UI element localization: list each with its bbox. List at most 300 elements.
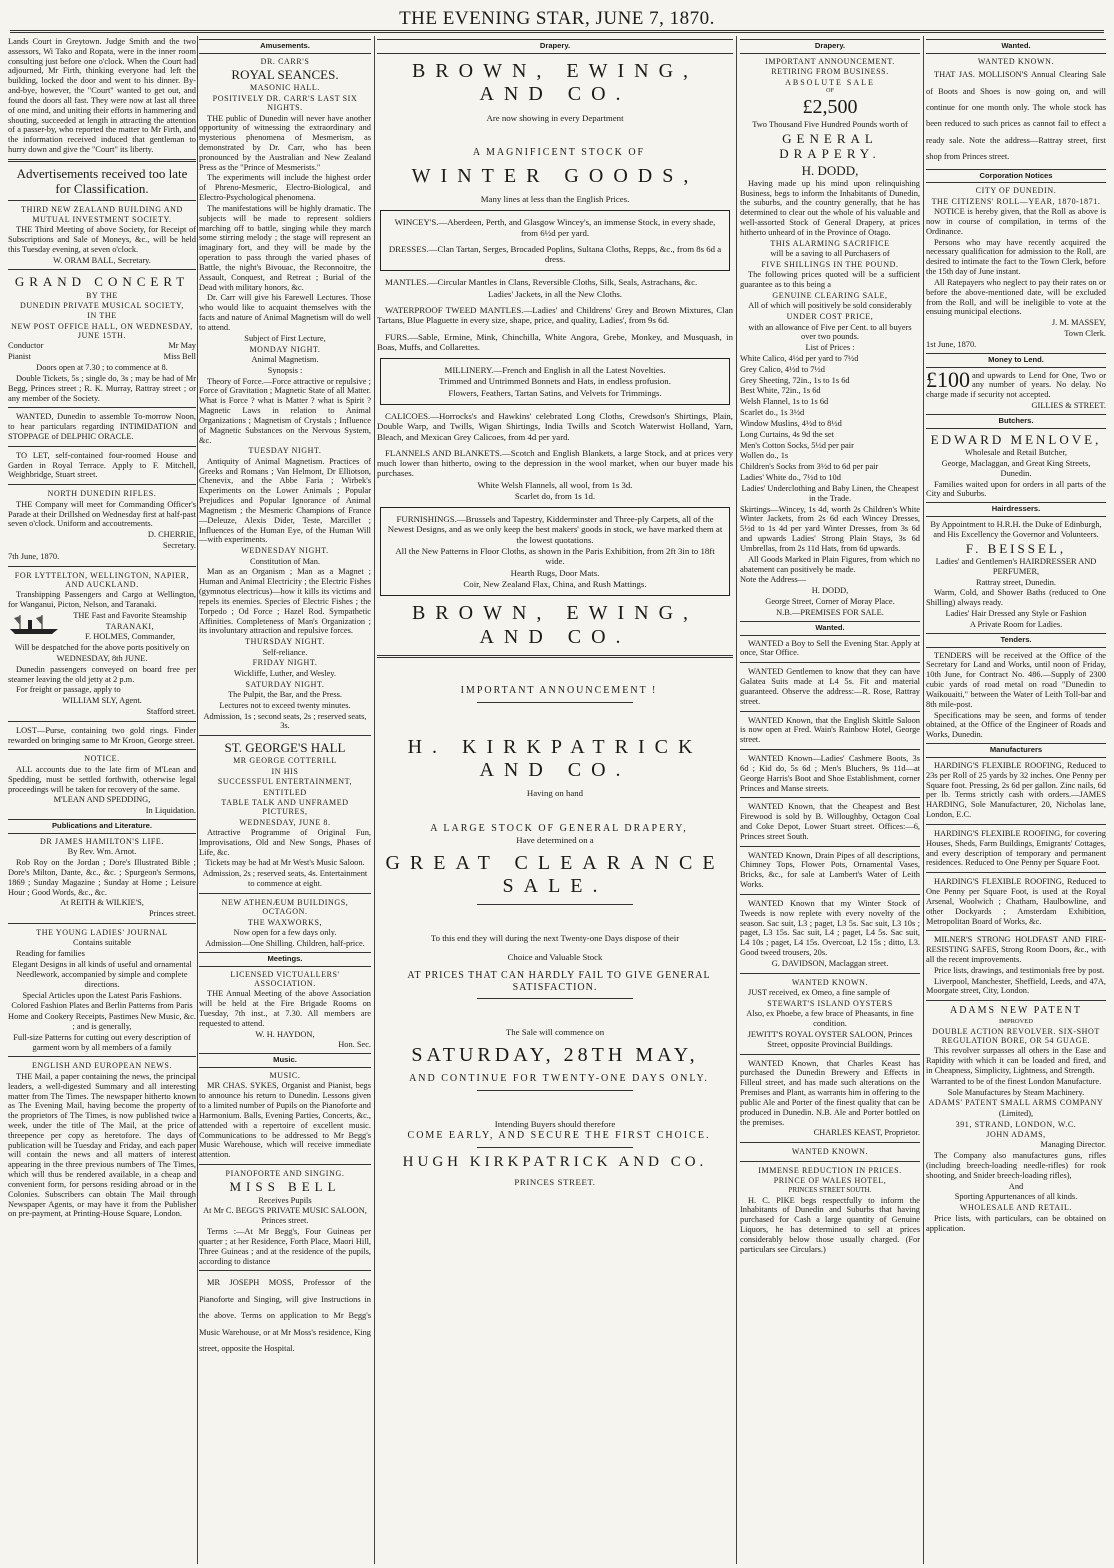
cotterill-in-his: IN HIS [271, 766, 299, 776]
carr-paragraph: The experiments will include the highest order of Phreno-Mesmeric, Electro-Biological, and Electro-Psychological phenomena. [199, 173, 371, 203]
rifles-title: NORTH DUNEDIN RIFLES. [47, 489, 157, 499]
ladies-journal-item: Reading for families [16, 949, 85, 959]
menlove-address: George, Maclaggan, and Great King Streets, Dunedin. [941, 458, 1091, 478]
beissel-room: A Private Room for Ladies. [969, 619, 1063, 629]
saturday-night: SATURDAY NIGHT. [245, 679, 325, 689]
pianist-line [8, 352, 196, 362]
divider [477, 904, 634, 905]
divider [477, 1090, 634, 1091]
under-cost: UNDER COST PRICE, [786, 312, 874, 322]
price-item: Long Curtains, 4s 9d the set [740, 429, 834, 439]
music-title: MUSIC. [269, 1071, 301, 1081]
pianist-label: Pianist [8, 352, 31, 362]
to-let-ad: TO LET, self-contained four-roomed House and Garden in Royal Terrace. Apply to F. Mitchell, Weighbridge, Stuart street. [8, 450, 196, 480]
cotterill-programme: Attractive Programme of Original Fun, Improvisations, Old and New Songs, Phases of Life, &c. [199, 827, 371, 857]
warranted: Warranted to be of the finest London Manufacture. [930, 1076, 1102, 1086]
hamilton-author: By Rev. Wm. Arnot. [67, 847, 137, 857]
divider [740, 1142, 920, 1143]
price-item: Scarlet do., 1s 3½d [740, 408, 805, 418]
wanted-ad: WANTED Known—Ladies' Cashmere Boots, 3s 6d ; Kid do, 5s 6d ; Men's Bluchers, 9s 11d—at George Harris's Boot and Shoe Establishment, corner Princes and Manse streets. [740, 754, 920, 793]
divider [8, 159, 196, 162]
carr-title: ROYAL SEANCES. [231, 67, 339, 83]
notice-signature: M'LEAN AND SPEDDING, [53, 795, 151, 805]
note-address: Note the Address— [740, 575, 807, 585]
marked-figures: All Goods Marked in Plain Figures, from which no abatement can positively be made. [740, 554, 920, 574]
section-heading-meetings: Meetings. [199, 952, 371, 967]
revolver-body: This revolver surpasses all others in the Ease and Rapidity with which it can be loaded and fired, and in Cheapness, Simplicity, Lightness, and Strength. [926, 1046, 1106, 1075]
pike-ad: H. C. PIKE begs respectfully to inform the Inhabitants of Dunedin and Suburbs that having purchased for Cash a large quantity of Genuine Liquors, he has determined to sell at prices considerably below those usually charged. (For particulars see Circulars.) [740, 1195, 920, 1254]
divider [740, 973, 920, 974]
divider [477, 998, 634, 999]
all-of-which: All of which will positively be sold considerably [748, 301, 912, 311]
brown-ewing-footer: BROWN, EWING, AND CO. [411, 602, 699, 648]
sale-amount: £2,500 [802, 95, 858, 118]
retiring-line: RETIRING FROM BUSINESS. [771, 67, 889, 77]
wanted-ad: WANTED Known, Drain Pipes of all descriptions, Chimney Tops, Flower Pots, Ornamental Vases, Bricks, &c., for sale at Lambert's Water of Leith Works. [740, 850, 920, 890]
appointment: By Appointment to H.R.H. the Duke of Edinburgh, and His Excellency the Governor and Volunteers. [930, 520, 1102, 539]
divider [199, 1164, 371, 1165]
menlove-sub: Wholesale and Retail Butcher, [965, 448, 1067, 458]
divider [740, 711, 920, 712]
allowance: with an allowance of Five per Cent. to all buyers over two pounds. [748, 322, 912, 342]
licensed-signature: W. H. HAYDON, [255, 1029, 315, 1039]
divider [740, 1054, 920, 1055]
furnishings-line: Coir, New Zealand Flax, China, and Rush Mattings. [463, 578, 647, 589]
divider [8, 923, 196, 924]
wanted-oracle: WANTED, Dunedin to assemble To-morrow Noon, to hear particulars regarding INTIMIDATION and STOPPAGE of DELPHIC ORACLE. [8, 412, 196, 441]
conductor-label: Conductor [8, 341, 44, 351]
price-item: Skirtings—Wincey, 1s 4d, worth 2s Children's White Winter Jackets, from 2s 6d each Wincey Dresses, 5½d to 1s 4d per yard Winter Dresses, from 3s 6d and upwards Ladies' Strong Plain Stays, 3s 6d Umbrellas, from 2s 11d Hats, from 6d upwards. [740, 504, 920, 553]
column-2 [199, 36, 371, 1562]
guns-line: The Company also manufactures guns, rifles (including breech-loading needle-rifles) for rook shooting, and Snider breech-loading rifles), [926, 1151, 1106, 1180]
flannels-item: FLANNELS AND BLANKETS.—Scotch and English Blankets, a large Stock, and at prices very much lower than hitherto, owing to the depression in the wool market, when our buyer made his purchases. [377, 447, 733, 479]
thursday-night: THURSDAY NIGHT. [245, 637, 325, 647]
saturday-subject: The Pulpit, the Bar, and the Press. [228, 689, 342, 699]
wanted-known-title: WANTED KNOWN. [791, 977, 869, 987]
divider [199, 893, 371, 894]
price-item: Best White, 72in., 1s 6d [740, 386, 821, 396]
concert-by: BY THE [86, 290, 118, 300]
winceys-item: WINCEY'S.—Aberdeen, Perth, and Glasgow Wincey's, an immense Stock, in every shade, from 6½d per yard. [394, 217, 716, 238]
bell-sub: Receives Pupils [258, 1195, 312, 1205]
divider [926, 824, 1106, 825]
adams-limited: (Limited), [998, 1108, 1034, 1118]
continue-line: AND CONTINUE FOR TWENTY-ONE DAYS ONLY. [409, 1073, 709, 1085]
friday-subject: Wickliffe, Luther, and Wesley. [234, 668, 336, 678]
column-divider [374, 36, 375, 1564]
monday-subject: Animal Magnetism. [251, 354, 319, 364]
newspaper-title: THE EVENING STAR, JUNE 7, 1870. [399, 8, 715, 29]
managing-director: Managing Director. [1040, 1140, 1106, 1150]
divider [740, 749, 920, 750]
notice-title: NOTICE. [84, 754, 120, 764]
furnishings-item: FURNISHINGS.—Brussels and Tapestry, Kidderminster and Three-ply Carpets, all of the Newest Designs, and as we only keep the best makers' goods in stock, we have marked them at the lowest quotations. [387, 514, 723, 545]
divider [377, 655, 733, 658]
ship-apply: For freight or passage, apply to [16, 685, 121, 695]
licensed-title: LICENSED VICTUALLERS' ASSOCIATION. [230, 969, 340, 988]
money-body: and upwards to Lend for One, Two or any number of years. No delay. No charge made if security not accepted. [926, 370, 1106, 400]
winter-goods: WINTER GOODS, [411, 164, 699, 187]
section-heading-money: Money to Lend. [926, 353, 1106, 368]
section-heading-butchers: Butchers. [926, 414, 1106, 429]
wholesale-retail: WHOLESALE AND RETAIL. [959, 1203, 1073, 1213]
carr-last-nights: POSITIVELY DR. CARR'S LAST SIX NIGHTS. [212, 93, 358, 113]
millinery-box [380, 358, 730, 405]
hamilton-seller: At REITH & WILKIE'S, [60, 898, 144, 908]
conductor-name: Mr May [168, 341, 196, 351]
adams-title: ADAMS NEW PATENT [949, 1005, 1082, 1017]
citizens-roll: THE CITIZENS' ROLL—YEAR, 1870-1871. [931, 196, 1101, 206]
wanted-ad: WANTED Gentlemen to know that they can have Galatea Suits made at L4 5s. Fit and material guaranteed. Observe the address:—R. Rose, Rattray street. [740, 667, 920, 706]
ladies-journal-title: THE YOUNG LADIES' JOURNAL [36, 928, 168, 938]
calicoes-item: CALICOES.—Horrocks's and Hawkins' celebrated Long Cloths, Crewdson's Shirtings, Plain, Double Warp, and Twills, Wigan Shirtings, India Twills and Scotch Waterwist Holland, Yarn, Bleach, and Mexican Grey Calicoes, from 4d per yard. [377, 410, 733, 442]
milner-ad: MILNER'S STRONG HOLDFAST AND FIRE-RESISTING SAFES, Strong Room Doors, &c., with all the recent improvements. [926, 935, 1106, 964]
cotterill-entitled: ENTITLED [263, 787, 307, 797]
showing-line: Are now showing in every Department [486, 112, 624, 123]
john-adams: JOHN ADAMS, [986, 1129, 1046, 1139]
divider [8, 721, 196, 722]
milner-line: Liverpool, Manchester, Sheffield, Leeds, and 47A, Moorgate street, City, London. [926, 976, 1106, 996]
intending-buyers: Intending Buyers should therefore [494, 1118, 616, 1129]
licensed-body: THE Annual Meeting of the above Association will be held at the Fire Brigade Rooms on Tuesday, 7th inst., at 7.30. All members are requested to attend. [199, 989, 371, 1028]
bell-name: MISS BELL [229, 1179, 341, 1195]
mantles-item: MANTLES.—Circular Mantles in Clans, Reversible Cloths, Silk, Seals, Astrachans, &c. [385, 277, 698, 288]
carr-paragraph: The manifestations will be highly dramatic. The subjects will be made to represent soldiers marching off to battle, singing while they march some stirring melody ; the stage will represent an imaginary fort, and they will be made by the operation to pass through the varied phases of Battle, the night's Bivouac, the Reconnoitre, the Assault, Conquest, and Retreat ; Burial of the Dead with military honors, &c. [199, 203, 371, 292]
price-item: Grey Calico, 4½d to 7½d [740, 364, 825, 374]
carr-admission: Admission, 1s ; second seats, 2s ; reserved seats, 3s. [203, 711, 367, 731]
determined-line: Have determined on a [516, 835, 594, 846]
ship-body: THE Fast and Favorite Steamship [73, 611, 187, 621]
beissel-hair: Ladies' Hair Dressed any Style or Fashion [945, 609, 1087, 619]
divider [8, 269, 196, 270]
great-clearance-sale: GREAT CLEARANCE SALE. [385, 851, 725, 898]
lectures-note: Lectures not to exceed twenty minutes. [219, 700, 351, 710]
ladies-journal-item: Colored Fashion Plates and Berlin Patterns from Paris [11, 1001, 193, 1011]
hamilton-address: Princes street. [149, 909, 196, 919]
tenders-body: TENDERS will be received at the Office of the Secretary for Land and Works, until noon of Friday, 10th June, for Contract No. 486.—Supply of 2300 cubic yards of road metal on road "Dunedin to Waikouaiti," between the Water of Leith Toll-bar and 8th mile-post. [926, 650, 1106, 709]
cotterill-tickets: Tickets may be had at Mr West's Music Saloon. [205, 858, 365, 868]
wanted-ad: WANTED a Boy to Sell the Evening Star. Apply at once, Star Office. [740, 638, 920, 658]
carr-venue: MASONIC HALL. [249, 83, 321, 93]
absolute-sale: ABSOLUTE SALE [785, 77, 875, 87]
divider [926, 1000, 1106, 1001]
divider [8, 566, 196, 567]
news-title: ENGLISH AND EUROPEAN NEWS. [31, 1061, 173, 1071]
section-heading-corporation: Corporation Notices [926, 169, 1106, 184]
table-talk-title: TABLE TALK AND UNFRAMED PICTURES, [221, 797, 349, 817]
sporting-line: Sporting Appurtenances of all kinds. [954, 1192, 1078, 1202]
friday-night: FRIDAY NIGHT. [252, 658, 318, 668]
sykes-body: MR CHAS. SYKES, Organist and Pianist, begs to announce his return to Dunedin. Lessons given to a limited number of Pupils on the Pianoforte and Harmonium. Balls, Evening Parties, Concerts, &c., attended with a repertoire of excellent music. Communications to be addressed to Mr Begg's Music Warehouse, which will receive immediate attention. [199, 1081, 371, 1160]
divider [199, 1270, 371, 1271]
wednesday-subject: Constitution of Man. [249, 556, 321, 566]
column-divider [923, 36, 924, 1564]
bell-body: At Mr C. BEGG'S PRIVATE MUSIC SALOON, Princes street. [203, 1206, 367, 1226]
section-heading-wanted: Wanted. [740, 621, 920, 636]
important-announcement: IMPORTANT ANNOUNCEMENT. [765, 56, 895, 66]
column-5 [926, 36, 1106, 1562]
divider [926, 930, 1106, 931]
improved-label: IMPROVED [999, 1017, 1033, 1025]
tuesday-night: TUESDAY NIGHT. [248, 446, 322, 456]
licensed-role: Hon. Sec. [338, 1040, 371, 1050]
lost-purse-ad: LOST—Purse, containing two gold rings. Finder rewarded on bringing same to Mr Kroon, George street. [8, 725, 196, 745]
waxworks-sub: Now open for a few days only. [233, 927, 337, 937]
society-title: THIRD NEW ZEALAND BUILDING AND MUTUAL INVESTMENT SOCIETY. [21, 205, 183, 224]
column-divider [736, 36, 737, 1564]
and-label: And [1008, 1181, 1024, 1191]
harding-ad: HARDING'S FLEXIBLE ROOFING, Reduced to 23s per Roll of 25 yards by 32 inches. One Penny per Square foot. Pressing, 2s 6d per gallon. Zinc nails, 6d per lb. Terms strictly cash with orders.—JAMES HARDING, Sole Manufacturer, 20, Nicholas lane, London, E.C. [926, 760, 1106, 820]
ship-despatch: Will be despatched for the above ports positively on [14, 643, 190, 653]
ladies-journal-item: Elegant Designs in all kinds of useful and ornamental Needlework, accompanied by simple and complete directions. [12, 960, 192, 989]
concert-title: GRAND CONCERT [14, 274, 190, 290]
ladies-journal-item: Special Articles upon the Latest Paris Fashions. [22, 990, 182, 1000]
divider [740, 1161, 920, 1162]
amount-words: Two Thousand Five Hundred Pounds worth of [752, 120, 908, 130]
genuine-clearing: GENUINE CLEARING SALE, [772, 290, 888, 300]
city-of-dunedin: CITY OF DUNEDIN. [975, 186, 1057, 196]
masthead [0, 0, 1114, 34]
sale-commence: The Sale will commence on [505, 1027, 605, 1038]
large-stock: A LARGE STOCK OF GENERAL DRAPERY, [430, 822, 688, 834]
divider [477, 702, 634, 703]
price-item: Ladies' White do., 7½d to 10d [740, 473, 841, 483]
notice-status: In Liquidation. [145, 806, 196, 816]
list-of-prices: List of Prices : [805, 343, 855, 353]
beissel-address: Rattray street, Dunedin. [975, 577, 1056, 587]
hugh-kirkpatrick: HUGH KIRKPATRICK AND CO. [402, 1153, 708, 1170]
divider [740, 846, 920, 847]
ship-date: WEDNESDAY, 8th JUNE. [56, 653, 148, 663]
furnishings-line: Hearth Rugs, Door Mats. [510, 567, 600, 578]
late-classification-heading: Advertisements received too late for Classification. [16, 165, 188, 197]
keast-signature: CHARLES KEAST, Proprietor. [813, 1128, 920, 1138]
kirkpatrick-title: H. KIRKPATRICK AND CO. [407, 735, 703, 782]
cotterill-date: WEDNESDAY, JUNE 8. [239, 817, 331, 827]
court-paragraph: Lands Court in Greytown. Judge Smith and the two assessors, Wi Tako and Ropata, were in the inner room consulting just before one o'clock. When the Court had adjourned, Mr Firth, thinking everyone had left the building, locked the door and went to his dinner. By-and-bye, however, the "Court" wanted to get out, and found the doors all fast. They were now at last all three of one mind, and uniting their efforts in hammering and shouting, succeeded at length in attracting the attention of a passer-by, who reported the matter to Mr Firth, and the information received induced that gentleman to hurry down and give the "Court" its liberty. [8, 37, 196, 155]
wanted-known-body: JUST received, ex Omeo, a fine sample of [748, 988, 890, 998]
monday-night: MONDAY NIGHT. [249, 344, 321, 354]
carr-name: DR. CARR'S [260, 56, 310, 66]
price-item: Men's Cotton Socks, 5½d per pair [740, 440, 854, 450]
choice-stock: Choice and Valuable Stock [507, 951, 603, 962]
menlove-name: EDWARD MENLOVE, [930, 431, 1102, 447]
milner-line: Price lists, drawings, and testimonials free by post. [934, 965, 1105, 975]
section-heading-manufacturers: Manufacturers [926, 743, 1106, 758]
saving-line: will be a saving to all Purchasers of [770, 249, 890, 259]
section-heading-drapery: Drapery. [377, 39, 733, 54]
dodd-address: George Street, Corner of Moray Place. [765, 597, 895, 607]
dresses-item: DRESSES.—Clan Tartan, Serges, Brocaded Poplins, Sultana Cloths, Repps, &c., from 8s 6d a dress. [388, 243, 722, 265]
waxworks-admission: Admission—One Shilling. Children, half-price. [205, 938, 365, 948]
oysters-line: Also, ex Phoebe, a few brace of Pheasants, in fine condition. [746, 1009, 914, 1029]
adams-address: 391, STRAND, LONDON, W.C. [955, 1119, 1077, 1129]
harding-ad: HARDING'S FLEXIBLE ROOFING, for covering Houses, Sheds, Farm Buildings, Emigrants' Cottages, and every description of temporary and permanent residences. Reduced to One Penny per Square Foot. [926, 828, 1106, 868]
monday-body: Theory of Force.—Force attractive or repulsive ; Force of Gravitation ; Magnetic State of all Matter. What is Force ? what is Matter ? what is Spirit ? Magnetic Laws in relation to Animal Organizations ; Magnetism of Crystals ; Influence of Magnetic Substances on the Nervous System, &c. [199, 376, 371, 445]
important-announcement: IMPORTANT ANNOUNCEMENT ! [460, 684, 658, 696]
flannels-line: Scarlet do, from 1s 1d. [514, 490, 596, 501]
concert-society: DUNEDIN PRIVATE MUSICAL SOCIETY, [20, 300, 184, 310]
oysters-title: STEWART'S ISLAND OYSTERS [767, 998, 893, 1008]
divider [8, 446, 196, 447]
price-item: White Calico, 4½d per yard to 7½d [740, 354, 859, 363]
society-signature: W. ORAM BALL, Secretary. [53, 255, 151, 265]
section-heading-amusements: Amusements. [199, 39, 371, 54]
magnificent-stock: A MAGNIFICENT STOCK OF [472, 146, 646, 158]
divider [8, 484, 196, 485]
st-georges-title: ST. GEORGE'S HALL [224, 740, 346, 756]
massey-role: Town Clerk. [1064, 329, 1106, 339]
dodd-name-2: H. DODD, [811, 586, 849, 596]
mantles-jackets: Ladies' Jackets, in all the New Cloths. [488, 288, 622, 299]
dodd-body: Having made up his mind upon relinquishing Business, begs to inform the Inhabitants of Dunedin, the suburbs, and the country generally, that he has determined to clear out the whole of his valuable and well-assorted Stock of General Drapery, at prices hitherto unheard of in the Province of Otago. [740, 178, 920, 237]
synopsis-label: Synopsis : [267, 365, 303, 375]
price-lists: Price lists, with particulars, can be obtained on application. [926, 1213, 1106, 1233]
masthead-rule [10, 30, 1104, 33]
column-3 [377, 36, 733, 1562]
sale-date: SATURDAY, 28TH MAY, [411, 1043, 699, 1066]
price-item: Children's Socks from 3½d to 6d per pair [740, 462, 879, 472]
wanted-ad: WANTED Known that my Winter Stock of Tweeds is now replete with every novelty of the season. Sac suit, L3 ; paget, L3 5s. Sac suit, L3 10s ; paget, L3 15s. Sac suit, L4 ; paget, L4 5s. Sac suit, L4 10s ; paget, L4 15s. Overcoat, L2 15s ; ditto, L3. Good tweed trousers, 20s. [740, 898, 920, 958]
harding-ad: HARDING'S FLEXIBLE ROOFING, Reduced to One Penny per Square Foot, is used at the Royal Arsenal, Woolwich ; Chatham, Haulbowline, and other Dockyards ; Amsterdam Exhibition, Metropolitan Board of Works, &c. [926, 877, 1106, 926]
section-heading-drapery: Drapery. [740, 39, 920, 54]
divider [199, 735, 371, 736]
moss-body: MR JOSEPH MOSS, Professor of the Pianoforte and Singing, will give Instructions in the above. Terms on application to Mr Begg's Music Warehouse, or at Mr Moss's residence, King street, opposite the Hospital. [199, 1278, 371, 1353]
notice-body: ALL accounts due to the late firm of M'Lean and Spedding, must be settled forthwith, otherwise legal proceedings will be taken for recovery of the same. [8, 764, 196, 794]
wanted-ad: WANTED Known, that the English Skittle Saloon is now open at Fred. Wain's Rainbow Hotel, George street. [740, 715, 920, 745]
beissel-sub: Ladies' and Gentlemen's HAIRDRESSER AND PERFUMER, [935, 556, 1097, 576]
price-item: Grey Sheeting, 72in., 1s to 1s 6d [740, 375, 850, 385]
ship-agent-address: Stafford street. [146, 707, 196, 716]
ladies-journal-item: Home and Cookery Receipts, Pastimes New Music, &c. ; and is generally, [8, 1012, 196, 1031]
millinery-line: Flowers, Feathers, Tartan Satins, and Velvets for Trimmings. [448, 387, 662, 398]
menlove-families: Families waited upon for orders in all parts of the City and Suburbs. [926, 479, 1106, 499]
rifles-signature: D. CHERRIE, [147, 530, 196, 540]
waxworks-title: THE WAXWORKS, [247, 917, 323, 927]
ship-master: F. HOLMES, Commander, [85, 632, 175, 642]
section-heading-publications: Publications and Literature. [8, 819, 196, 834]
wanted-known-title: WANTED KNOWN. [977, 56, 1055, 66]
many-lines: Many lines at less than the English Prices. [480, 194, 630, 205]
millinery-line: Trimmed and Untrimmed Bonnets and Hats, in endless profusion. [439, 376, 671, 387]
bell-terms: Terms :—At Mr Begg's, Four Guineas per quarter ; at her Residence, Forth Place, Maori Hill, Three Guineas ; and at the residence of the pupils, according to distance [199, 1227, 371, 1266]
roll-notice: Persons who may have recently acquired the necessary qualification for admission to the Roll, are desired to intimate the fact to the Town Clerk, before the 15th day of June instant. [926, 237, 1106, 277]
tuesday-body: Antiquity of Animal Magnetism. Practices of Greeks and Romans ; Van Helmont, Dr Elliotson, Chenevix, and the Abbe Faria ; Wirbek's Experiments on the Lower Animals ; Popular Prejudices and Popular Ignorance of Animal Magnetism ; the Mesmeric Champions of France—Deleuze, Alexis Dider, Teste, Marcillet ; Influences of the Human Eye, of the Human Will—with experiments. [199, 456, 371, 545]
brown-ewing-title: BROWN, EWING, AND CO. [411, 59, 699, 106]
pianoforte-title: PIANOFORTE AND SINGING. [225, 1169, 345, 1179]
steamship-icon [8, 613, 60, 635]
pianist-name: Miss Bell [163, 352, 196, 362]
waterproof-item: WATERPROOF TWEED MANTLES.—Ladies' and Childrens' Grey and Brown Mixtures, Clan Tartans, Blue Plaguette in every size, shape, price, and quality, Ladies', from 9s 6d. [377, 304, 733, 326]
ship-agent: WILLIAM SLY, Agent. [62, 696, 142, 706]
section-heading-wanted: Wanted. [926, 39, 1106, 54]
wednesday-body: Man as an Organism ; Man as a Magnet ; Human and Animal Electricity ; the Electric Fishes (gymnotus electricus)—how it kills its victims and repels its enemies. Species of Electric Fishes ; the Torpedo ; Od Force ; Hazel Rod. Sympathetic Affinities. Completeness of Man's Organization ; its involuntary attraction and repulsive forces. [199, 567, 371, 636]
column-1 [8, 36, 196, 1562]
millinery-item: MILLINERY.—French and English in all the Latest Novelties. [444, 365, 666, 376]
adams-company: ADAMS' PATENT SMALL ARMS COMPANY [928, 1098, 1104, 1108]
rifles-date: 7th June, 1870. [8, 551, 60, 561]
section-heading-music: Music. [199, 1053, 371, 1068]
divider [740, 797, 920, 798]
following-prices: The following prices quoted will be a sufficient guarantee as to this being a [740, 270, 920, 290]
beissel-name: F. BEISSEL, [965, 540, 1067, 556]
price-item: Window Muslins, 4½d to 8½d [740, 418, 842, 428]
immense-reduction: IMMENSE REDUCTION IN PRICES. [758, 1165, 902, 1175]
divider [8, 1056, 196, 1057]
news-body: THE Mail, a paper containing the news, the principal leaders, a well-digested Summary and all interesting matter from The Times. The newspaper hitherto known as The Evening Mail, having become the property of the proprietors of The Times, is now published twice a week, under the title of The Mail, at the price of threepence per copy as heretofore. The days of publication will be Tuesday and Friday, and each paper will contain the news and all matters of interest appearing in the three previous numbers of The Times, which will thus be rendered available, in a cheap and convenient form, for persons residing abroad or in the Colonies. Subscribers can obtain The Mail through Newspaper Agents, or may have it from the Publisher on pre-payment, at Printing-House Square, London. [8, 1071, 196, 1219]
section-heading-tenders: Tenders. [926, 633, 1106, 648]
massey-signature: J. M. MASSEY, [1051, 318, 1106, 328]
divider [8, 200, 196, 201]
alarming-sacrifice: THIS ALARMING SACRIFICE [770, 238, 890, 248]
conductor-line [8, 341, 196, 351]
thursday-subject: Self-reliance. [262, 647, 308, 657]
dodd-name: H. DODD, [801, 162, 859, 178]
column-4 [740, 36, 920, 1562]
wanted-known-title: WANTED KNOWN. [791, 1147, 869, 1157]
general-drapery: GENERAL DRAPERY. [779, 131, 881, 162]
column-divider [197, 36, 198, 1564]
ladies-journal-item: Full-size Patterns for cutting out every description of garment worn by all members of a family [13, 1032, 191, 1052]
cotterill-admission: Admission, 2s ; reserved seats, 4s. Entertainment to commence at eight. [202, 869, 368, 889]
cotterill-name: MR GEORGE COTTERILL [233, 756, 337, 766]
underclothing: Ladies' Underclothing and Baby Linen, the Cheapest in the Trade. [741, 483, 919, 503]
princes-street: PRINCES STREET. [514, 1177, 596, 1188]
rifles-body: THE Company will meet for Commanding Officer's Parade at their Drillshed on Wednesday first at half-past seven o'clock. Uniform and accoutrements. [8, 499, 196, 529]
furnishings-line: All the New Patterns in Floor Cloths, as shown in the Paris Exhibition, from 2ft 3in to 18ft wide. [395, 546, 715, 567]
jewitt-saloon: JEWITT'S ROYAL OYSTER SALOON, Princes Street, opposite Provincial Buildings. [747, 1029, 913, 1049]
prices-that: AT PRICES THAT CAN HARDLY FAIL TO GIVE GENERAL SATISFACTION. [407, 970, 711, 993]
ladies-journal-sub: Contains suitable [73, 938, 131, 948]
divider [740, 894, 920, 895]
hamilton-body: Rob Roy on the Jordan ; Dore's Illustrated Bible ; Dore's Milton, Dante, &c., &c. ; Spurgeon's Sermons, 1869 ; Sunday Magazine ; Sunday at Home ; Leisure Hour ; Good Words, &c., &c. [8, 858, 196, 897]
prince-of-wales-hotel: PRINCE OF WALES HOTEL, [773, 1175, 887, 1185]
ship-passengers: Dunedin passengers conveyed on board free per steamer leaving the old jetty at 2 p.m. [8, 664, 196, 684]
first-lecture: Subject of First Lecture, [244, 333, 326, 343]
tenders-body: Specifications may be seen, and forms of tender obtained, at the Office of the Engineer of Roads and Works, Dunedin. [926, 710, 1106, 740]
five-shillings: FIVE SHILLINGS IN THE POUND. [761, 259, 899, 269]
athenaeum-title: NEW ATHENÆUM BUILDINGS, OCTAGON. [221, 897, 349, 917]
pow-address: PRINCES STREET SOUTH. [788, 1186, 872, 1195]
furs-item: FURS.—Sable, Ermine, Mink, Chinchilla, White Angora, Grebe, Monkey, and Musquash, in Boas, Muffs, and Collarettes. [377, 331, 733, 352]
concert-doors: Doors open at 7.30 ; to commence at 8. [36, 363, 168, 373]
cotterill-successful: SUCCESSFUL ENTERTAINMENT, [217, 777, 353, 787]
roll-notice: All Ratepayers who neglect to pay their rates on or before the above-mentioned date, will be excluded from the Roll, and will be ineligible to vote at the ensuing municipal elections. [926, 277, 1106, 317]
divider [740, 662, 920, 663]
gillies-street: GILLIES & STREET. [1031, 401, 1106, 411]
carr-paragraph: THE public of Dunedin will never have another opportunity of witnessing the extraordinary and mysterious phenomena of Mesmerism, as demonstrated by Dr. Carr, who has been pronounced by the Australian and New Zealand Press as the "Prince of Mesmerists." [199, 113, 371, 172]
wednesday-night: WEDNESDAY NIGHT. [241, 546, 329, 556]
beissel-baths: Warm, Cold, and Shower Baths (reduced to One Shilling) always ready. [926, 588, 1106, 608]
section-heading-hairdressers: Hairdressers. [926, 502, 1106, 517]
mollison-ad: THAT JAS. MOLLISON'S Annual Clearing Sale of Boots and Shoes is now going on, and will continue for one month only. The whole stock has been reduced to such prices as cannot fail to effect a ready sale. Note the address—Rattray street, first shop from Princes street. [926, 70, 1106, 162]
price-item: Welsh Flannel, 1s to 1s 6d [740, 397, 829, 407]
come-early: COME EARLY, AND SECURE THE FIRST CHOICE. [407, 1130, 711, 1142]
society-body: THE Third Meeting of above Society, for Receipt of Subscriptions and Sale of Moneys, &c., will be held this Tuesday evening, at seven o'clock. [8, 225, 196, 254]
keast-ad: WANTED Known, that Charles Keast has purchased the Dunedin Brewery and Effects in Filleul street, and has made such alterations on the Premises and Plant, as warrants him in offering to the public Ale and Porter of the finest quality that can be produced in Dunedin. N.B. Ale and Porter bottled on the premises. [740, 1058, 920, 1127]
furnishings-box [380, 507, 730, 596]
sole-manufactures: Sole Manufactures by Steam Machinery. [947, 1087, 1085, 1097]
rifles-role: Secretary. [162, 540, 196, 550]
hamilton-title: DR JAMES HAMILTON'S LIFE. [39, 836, 164, 846]
wanted-ad: WANTED Known, that the Cheapest and Best Firewood is sold by B. Willoughby, Octagon Coal and Coke Depot, Lower Stuart street. Offices:—6, Princes street South. [740, 802, 920, 841]
divider [8, 749, 196, 750]
davidson-signature: G. DAVIDSON, Maclaggan street. [771, 958, 889, 968]
concert-tickets: Double Tickets, 5s ; single do, 3s ; may be had of Mr Begg, Princes street ; R. K. Murray, Rattray street ; or any member of the Society. [8, 373, 196, 403]
ship-name: TARANAKI, [105, 621, 155, 631]
having-on-hand: Having on hand [526, 788, 584, 799]
divider [8, 407, 196, 408]
